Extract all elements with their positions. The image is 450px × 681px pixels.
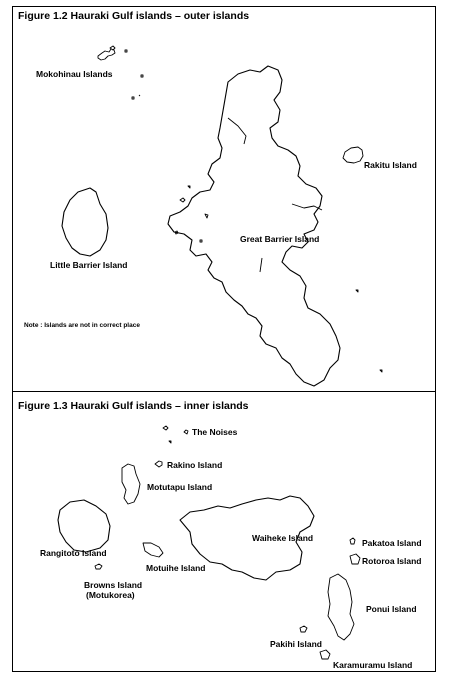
karamuramu-island-shape: [320, 650, 330, 659]
little-barrier-island-shape: [62, 188, 108, 256]
motuihe-island-shape: [143, 543, 163, 557]
the-noises-shape: [163, 426, 188, 443]
label-browns-island-alt: (Motukorea): [86, 590, 135, 600]
label-motutapu-island: Motutapu Island: [147, 482, 213, 492]
rangitoto-island-shape: [58, 500, 110, 552]
label-pakatoa-island: Pakatoa Island: [362, 538, 422, 548]
label-browns-island: Browns Island: [84, 580, 143, 590]
label-rakino-island: Rakino Island: [167, 460, 223, 470]
label-pakihi-island: Pakihi Island: [270, 639, 322, 649]
label-waiheke-island: Waiheke Island: [252, 533, 314, 543]
label-ponui-island: Ponui Island: [366, 604, 417, 614]
label-rangitoto-island: Rangitoto Island: [40, 548, 107, 558]
figure-1-2-title: Figure 1.2 Hauraki Gulf islands – outer islands: [18, 10, 250, 22]
great-barrier-inlet-1: [228, 118, 246, 144]
rakino-island-shape: [155, 461, 162, 467]
label-little-barrier-island: Little Barrier Island: [50, 260, 128, 270]
browns-island-shape: [95, 564, 102, 569]
label-mokohinau-islands: Mokohinau Islands: [36, 69, 113, 79]
rotoroa-island-shape: [350, 554, 360, 564]
label-great-barrier-island: Great Barrier Island: [240, 234, 320, 244]
motutapu-island-shape: [122, 464, 140, 504]
pakatoa-island-shape: [350, 538, 355, 544]
label-motuihe-island: Motuihe Island: [146, 563, 206, 573]
rakitu-island-shape: [343, 147, 363, 163]
figure-note: Note : Islands are not in correct place: [24, 322, 140, 329]
great-barrier-islets: [175, 186, 382, 372]
label-rotoroa-island: Rotoroa Island: [362, 556, 422, 566]
great-barrier-island-shape: [168, 66, 340, 386]
label-the-noises: The Noises: [192, 427, 238, 437]
ponui-island-shape: [328, 574, 354, 640]
pakihi-island-shape: [300, 626, 307, 632]
figure-1-3-title: Figure 1.3 Hauraki Gulf islands – inner islands: [18, 400, 249, 412]
label-karamuramu-island: Karamuramu Island: [333, 660, 413, 670]
label-rakitu-island: Rakitu Island: [364, 160, 417, 170]
great-barrier-inlet-3: [260, 258, 262, 272]
